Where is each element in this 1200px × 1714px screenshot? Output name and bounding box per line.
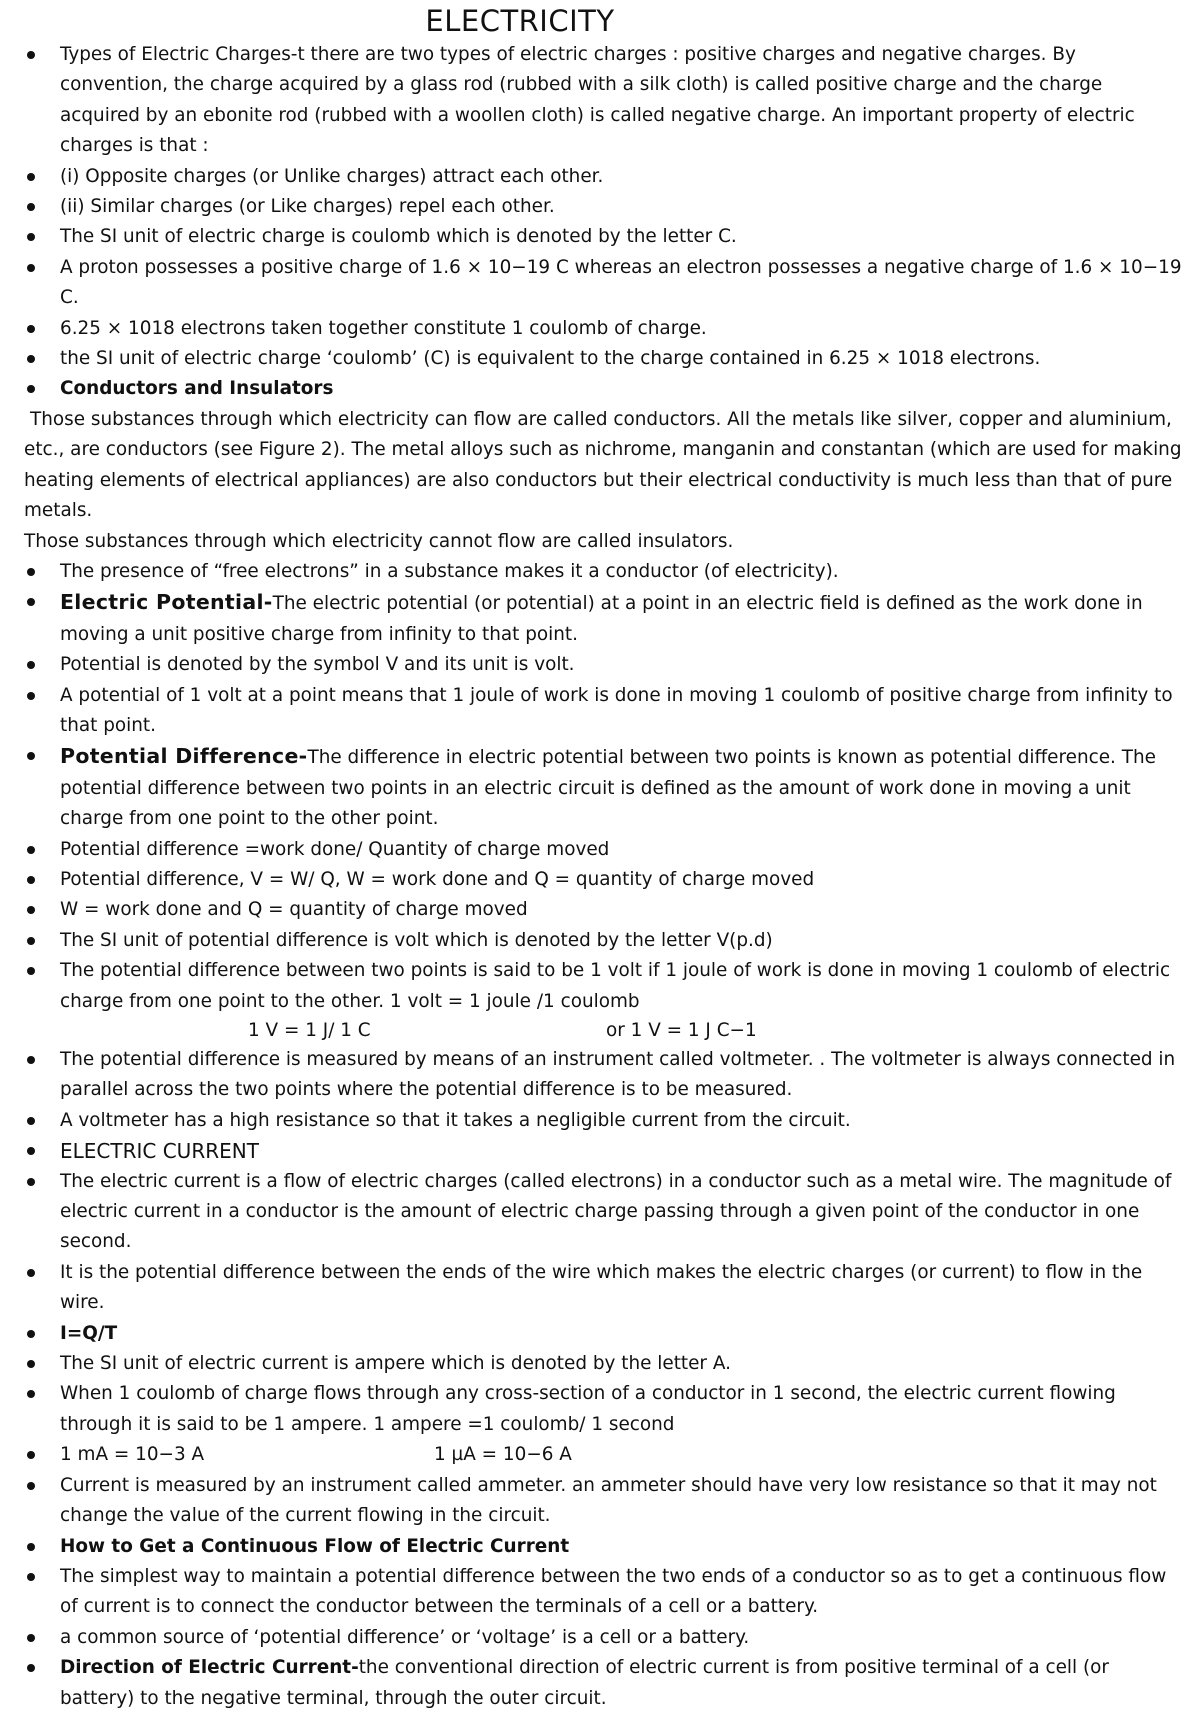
- list-item-common-source: a common source of ‘potential difference’ or ‘voltage’ is a cell or a battery.: [24, 1623, 1186, 1653]
- list-item-pd-formula-2: Potential difference, V = W/ Q, W = work done and Q = quantity of charge moved: [24, 865, 1186, 895]
- list-item-pd-one-volt: The potential difference between two points is said to be 1 volt if 1 joule of work is done in moving 1 coulomb of electric charge from one point to the other. 1 volt = 1 joule /1 coulomb: [24, 956, 1186, 1017]
- microampere-right: 1 µA = 10−6 A: [434, 1444, 572, 1466]
- electric-potential-heading: Electric Potential-: [60, 590, 273, 615]
- volt-formula-left: 1 V = 1 J/ 1 C: [248, 1020, 371, 1041]
- list-item-current-pd: It is the potential difference between the ends of the wire which makes the electric charges (or current) to flow in the wire.: [24, 1258, 1186, 1319]
- milliampere-left: 1 mA = 10−3 A: [60, 1444, 205, 1466]
- section-heading-continuous-flow: How to Get a Continuous Flow of Electric Current: [24, 1532, 1186, 1562]
- electric-potential-text: The electric potential (or potential) at a point in an electric field is defined as the work done in moving a unit positive charge from infinity to that point.: [60, 593, 1143, 645]
- volt-formula-line: [24, 1017, 1186, 1045]
- list-item-ampere-definition: When 1 coulomb of charge flows through any cross-section of a conductor in 1 second, the electric current flowing through it is said to be 1 ampere. 1 ampere =1 coulomb/ 1 second: [24, 1379, 1186, 1440]
- list-item-si-unit-charge: The SI unit of electric charge is coulomb which is denoted by the letter C.: [24, 222, 1186, 252]
- section-heading-electric-current: ELECTRIC CURRENT: [24, 1136, 1186, 1166]
- list-item-current-si-unit: The SI unit of electric current is ampere which is denoted by the letter A.: [24, 1349, 1186, 1379]
- potential-difference-heading: Potential Difference-: [60, 744, 308, 769]
- current-direction-text: the conventional direction of electric current is from positive terminal of a cell (or battery) to the negative terminal, through the outer circuit.: [60, 1657, 1109, 1709]
- list-item-potential-one-volt: A potential of 1 volt at a point means that 1 joule of work is done in moving 1 coulomb of positive charge from infinity to that point.: [24, 681, 1186, 742]
- list-item-current-direction: [24, 1653, 1186, 1714]
- list-item-coulomb-equivalent: the SI unit of electric charge ‘coulomb’ (C) is equivalent to the charge contained in 6.25 × 1018 electrons.: [24, 344, 1186, 374]
- section-heading-conductors: Conductors and Insulators: [24, 374, 1186, 404]
- list-item-current-definition: The electric current is a flow of electric charges (called electrons) in a conductor such as a metal wire. The magnitude of electric current in a conductor is the amount of electric charge passing through a given point of the conductor in one second.: [24, 1167, 1186, 1258]
- page-title: ELECTRICITY: [425, 4, 615, 38]
- list-item-potential-difference: [24, 741, 1186, 834]
- list-item-milliampere: [24, 1440, 1186, 1470]
- list-item-continuous-text: The simplest way to maintain a potential difference between the two ends of a conductor so as to get a continuous flow of current is to connect the conductor between the terminals of a cell or a battery.: [24, 1562, 1186, 1623]
- list-item-potential-symbol: Potential is denoted by the symbol V and its unit is volt.: [24, 650, 1186, 680]
- volt-formula-right: or 1 V = 1 J C−1: [606, 1020, 757, 1041]
- list-item-proton-charge: A proton possesses a positive charge of 1.6 × 10−19 C whereas an electron possesses a negative charge of 1.6 × 10−19 C.: [24, 253, 1186, 314]
- list-item-charge-types: Types of Electric Charges-t there are two types of electric charges : positive charges and negative charges. By convention, the charge acquired by a glass rod (rubbed with a silk cloth) is called positive charge and the charge acquired by an ebonite rod (rubbed with a woollen cloth) is called negative charge. An important property of electric charges is that :: [24, 40, 1186, 162]
- current-direction-heading: Direction of Electric Current-: [60, 1657, 359, 1679]
- list-item-pd-formula-1: Potential difference =work done/ Quantity of charge moved: [24, 835, 1186, 865]
- list-item-similar-charges: (ii) Similar charges (or Like charges) repel each other.: [24, 192, 1186, 222]
- list-item-ammeter: Current is measured by an instrument called ammeter. an ammeter should have very low resistance so that it may not change the value of the current flowing in the circuit.: [24, 1471, 1186, 1532]
- list-item-voltmeter-resistance: A voltmeter has a high resistance so that it takes a negligible current from the circuit.: [24, 1106, 1186, 1136]
- insulators-paragraph: Those substances through which electricity cannot flow are called insulators.: [24, 530, 734, 552]
- potential-difference-text: The difference in electric potential between two points is known as potential difference. The potential difference between two points in an electric circuit is defined as the amount of work done in moving a unit charge from one point to the other point.: [60, 747, 1156, 830]
- list-item-electric-potential: [24, 587, 1186, 650]
- list-item-voltmeter: The potential difference is measured by means of an instrument called voltmeter. . The voltmeter is always connected in parallel across the two points where the potential difference is to be measured.: [24, 1045, 1186, 1106]
- list-item-pd-si-unit: The SI unit of potential difference is volt which is denoted by the letter V(p.d): [24, 926, 1186, 956]
- list-item-pd-formula-3: W = work done and Q = quantity of charge moved: [24, 895, 1186, 925]
- list-item-opposite-charges: (i) Opposite charges (or Unlike charges) attract each other.: [24, 162, 1186, 192]
- list-item-current-formula: I=Q/T: [24, 1319, 1186, 1349]
- conductors-paragraph: Those substances through which electricity can flow are called conductors. All the metals like silver, copper and aluminium, etc., are conductors (see Figure 2). The metal alloys such as nichrome, manganin and constantan (which are used for making heating elements of electrical appliances) are also conductors but their electrical conductivity is much less than that of pure metals.: [24, 408, 1182, 522]
- list-item-free-electrons: The presence of “free electrons” in a substance makes it a conductor (of electricity).: [24, 557, 1186, 587]
- list-item-electrons-coulomb: 6.25 × 1018 electrons taken together constitute 1 coulomb of charge.: [24, 314, 1186, 344]
